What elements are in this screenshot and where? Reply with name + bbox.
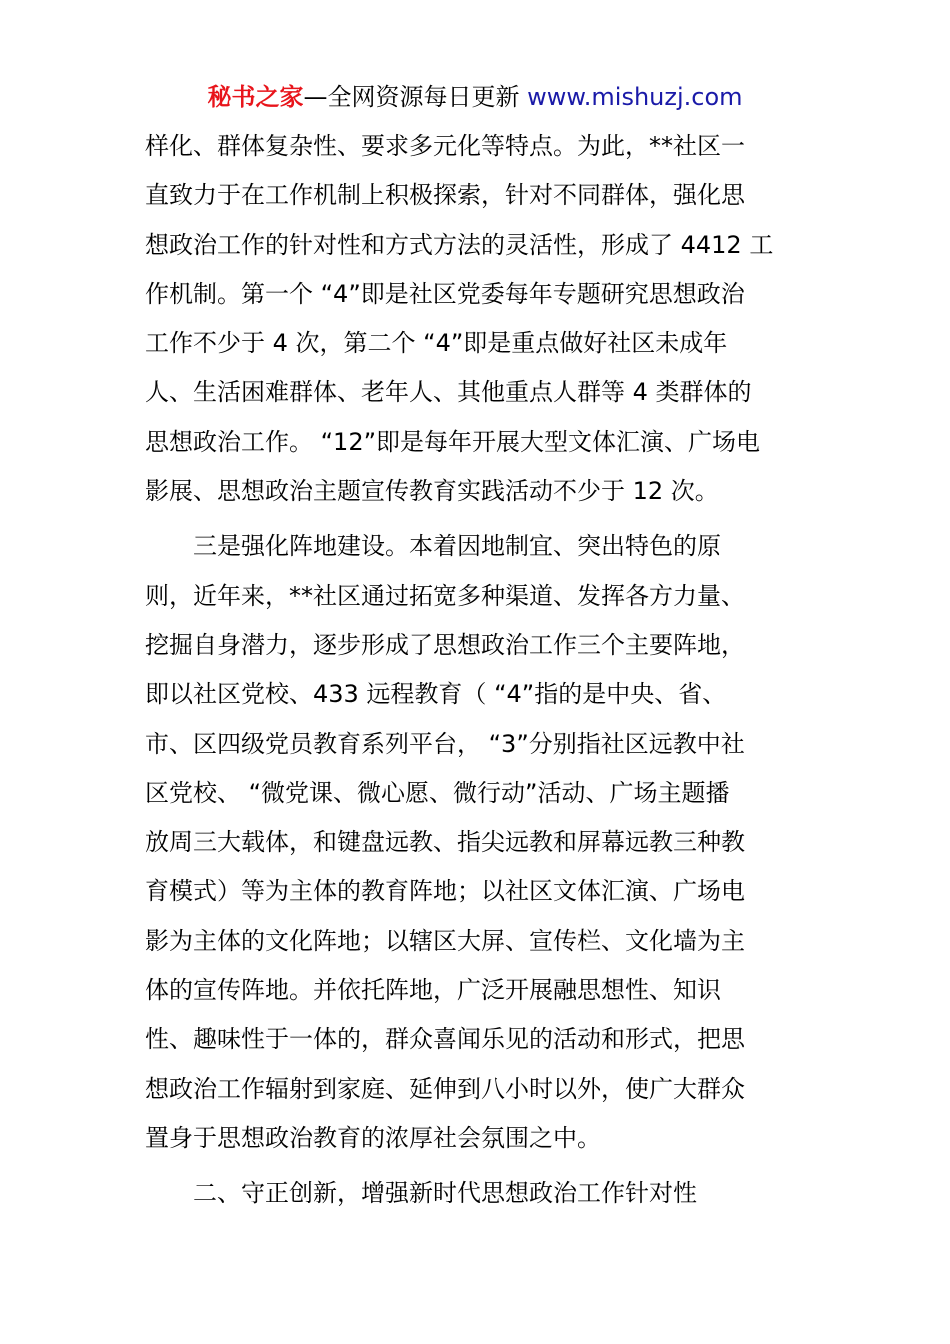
text-line: 体的宣传阵地。并依托阵地，广泛开展融思想性、知识 bbox=[145, 976, 721, 1005]
text-line: 作机制。第一个 “4”即是社区党委每年专题研究思想政治 bbox=[145, 279, 745, 308]
text-line: 三是强化阵地建设。本着因地制宜、突出特色的原 bbox=[193, 532, 721, 561]
text-line: 直致力于在工作机制上积极探索，针对不同群体，强化思 bbox=[145, 181, 745, 210]
text-line: 即以社区党校、433 远程教育（ “4”指的是中央、省、 bbox=[145, 680, 727, 709]
text-line: 人、生活困难群体、老年人、其他重点人群等 4 类群体的 bbox=[145, 378, 752, 407]
page-header bbox=[0, 82, 950, 112]
text-line: 样化、群体复杂性、要求多元化等特点。为此，**社区一 bbox=[145, 132, 745, 160]
text-line: 放周三大载体，和键盘远教、指尖远教和屏幕远教三种教 bbox=[145, 828, 745, 857]
text-line: 区党校、 “微党课、微心愿、微行动”活动、广场主题播 bbox=[145, 778, 730, 807]
text-line: 挖掘自身潜力，逐步形成了思想政治工作三个主要阵地， bbox=[145, 630, 745, 659]
header-url: www.mishuzj.com bbox=[527, 83, 743, 111]
paragraph-2 bbox=[145, 522, 810, 1163]
text-line: 想政治工作的针对性和方式方法的灵活性，形成了 4412 工 bbox=[145, 230, 774, 259]
text-line: 市、区四级党员教育系列平台， “3”分别指社区远教中社 bbox=[145, 729, 745, 758]
text-line: 影为主体的文化阵地；以辖区大屏、宣传栏、文化墙为主 bbox=[145, 926, 745, 955]
text-line: 工作不少于 4 次，第二个 “4”即是重点做好社区未成年 bbox=[145, 329, 728, 358]
paragraph-1 bbox=[145, 122, 810, 516]
section-heading: 二、守正创新，增强新时代思想政治工作针对性 bbox=[193, 1179, 697, 1208]
text-line: 则，近年来，**社区通过拓宽多种渠道、发挥各方力量、 bbox=[145, 581, 745, 610]
text-line: 育模式）等为主体的教育阵地；以社区文体汇演、广场电 bbox=[145, 877, 745, 906]
text-line: 性、趣味性于一体的，群众喜闻乐见的活动和形式，把思 bbox=[145, 1025, 745, 1054]
text-line: 思想政治工作。 “12”即是每年开展大型文体汇演、广场电 bbox=[145, 427, 761, 456]
text-line: 影展、思想政治主题宣传教育实践活动不少于 12 次。 bbox=[145, 477, 719, 506]
text-line: 想政治工作辐射到家庭、延伸到八小时以外，使广大群众 bbox=[145, 1074, 745, 1103]
header-brand: 秘书之家 bbox=[207, 83, 304, 111]
text-line: 置身于思想政治教育的浓厚社会氛围之中。 bbox=[145, 1123, 601, 1152]
document-body bbox=[145, 122, 810, 1219]
header-tagline: —全网资源每日更新 bbox=[303, 83, 520, 111]
